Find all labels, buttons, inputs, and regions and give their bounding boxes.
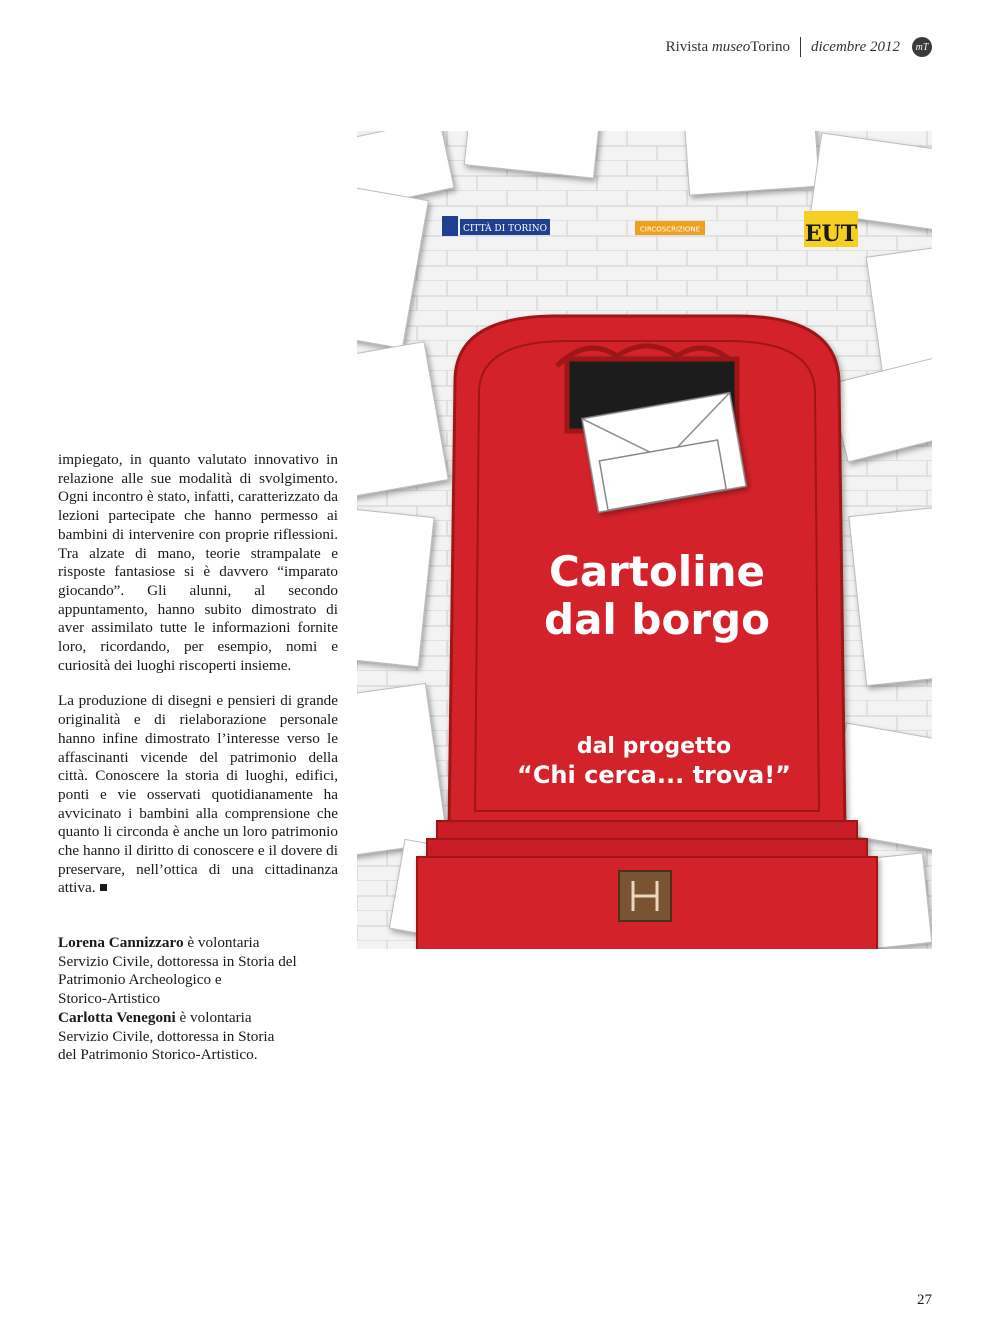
article-paragraph-2: La produzione di disegni e pensieri di grande originalità e di rielaborazione personale hanno infine dimostrato l’interesse verso le affascinanti vicende del patrimonio della città. Conoscere la storia di luoghi, edifici, ponti e vie osservati quotidianamente ha avvicinato i bambini alla comprensione che quanto li circonda è anche un loro patrimonio che hanno il diritto di conoscere e il dovere di preservare, nell’ottica di una cittadinanza attiva. (58, 692, 338, 897)
author-1-role: Patrimonio Archeologico e (58, 971, 222, 989)
author-2-role: del Patrimonio Storico-Artistico. (58, 1046, 258, 1064)
issue-date: dicembre 2012 (810, 38, 900, 55)
author-1-role: Servizio Civile, dottoressa in Storia del (58, 952, 297, 970)
circoscrizione-logo-text: CIRCOSCRIZIONE (639, 225, 701, 234)
running-header (666, 36, 932, 58)
magazine-logo-icon: mT (912, 37, 932, 57)
author-1-role: Storico-Artistico (58, 990, 161, 1008)
city-logo-text: CITTÀ DI TORINO (462, 224, 548, 234)
header-divider (800, 37, 801, 57)
eut-logo-text: EUT (804, 221, 858, 247)
author-1-line: Lorena Cannizzaro è volontaria (58, 934, 260, 951)
postcard (685, 131, 820, 195)
city-crest-icon (442, 216, 458, 236)
end-of-article-mark (100, 884, 107, 891)
magazine-name: Rivista museoTorino (665, 38, 790, 55)
poster-subtitle-line-1: dal progetto (576, 734, 732, 759)
poster-title-line-2: dal borgo (544, 595, 770, 644)
author-2-role: Servizio Civile, dottoressa in Storia (58, 1027, 275, 1045)
author-2-name: Carlotta Venegoni (58, 1008, 176, 1026)
author-2-line: Carlotta Venegoni è volontaria (58, 1008, 252, 1026)
article-body (58, 451, 338, 915)
article-paragraph-1: impiegato, in quanto valutato innovativo in relazione alle sue modalità di svolgimento. Ogni incontro è stato, infatti, caratterizzato da lezioni partecipate che hanno permesso ai bambini di intervenire con proprie riflessioni. Tra alzate di mano, teorie strampalate e risposte fantasiose si è davvero “imparato giocando”. Gli alunni, al secondo appuntamento, hanno subito dimostrato di aver assimilato tutte le informazioni fornite loro, ricordando, per esempio, nomi e curiosità dei luoghi riscoperti insieme. (58, 451, 338, 674)
author-credits (58, 934, 358, 1065)
poster-subtitle-line-2: “Chi cerca... trova!” (517, 761, 791, 789)
poster-title-line-1: Cartoline (549, 547, 765, 596)
page-number: 27 (917, 1292, 932, 1308)
author-1-name: Lorena Cannizzaro (58, 934, 184, 951)
poster-image (357, 131, 932, 949)
